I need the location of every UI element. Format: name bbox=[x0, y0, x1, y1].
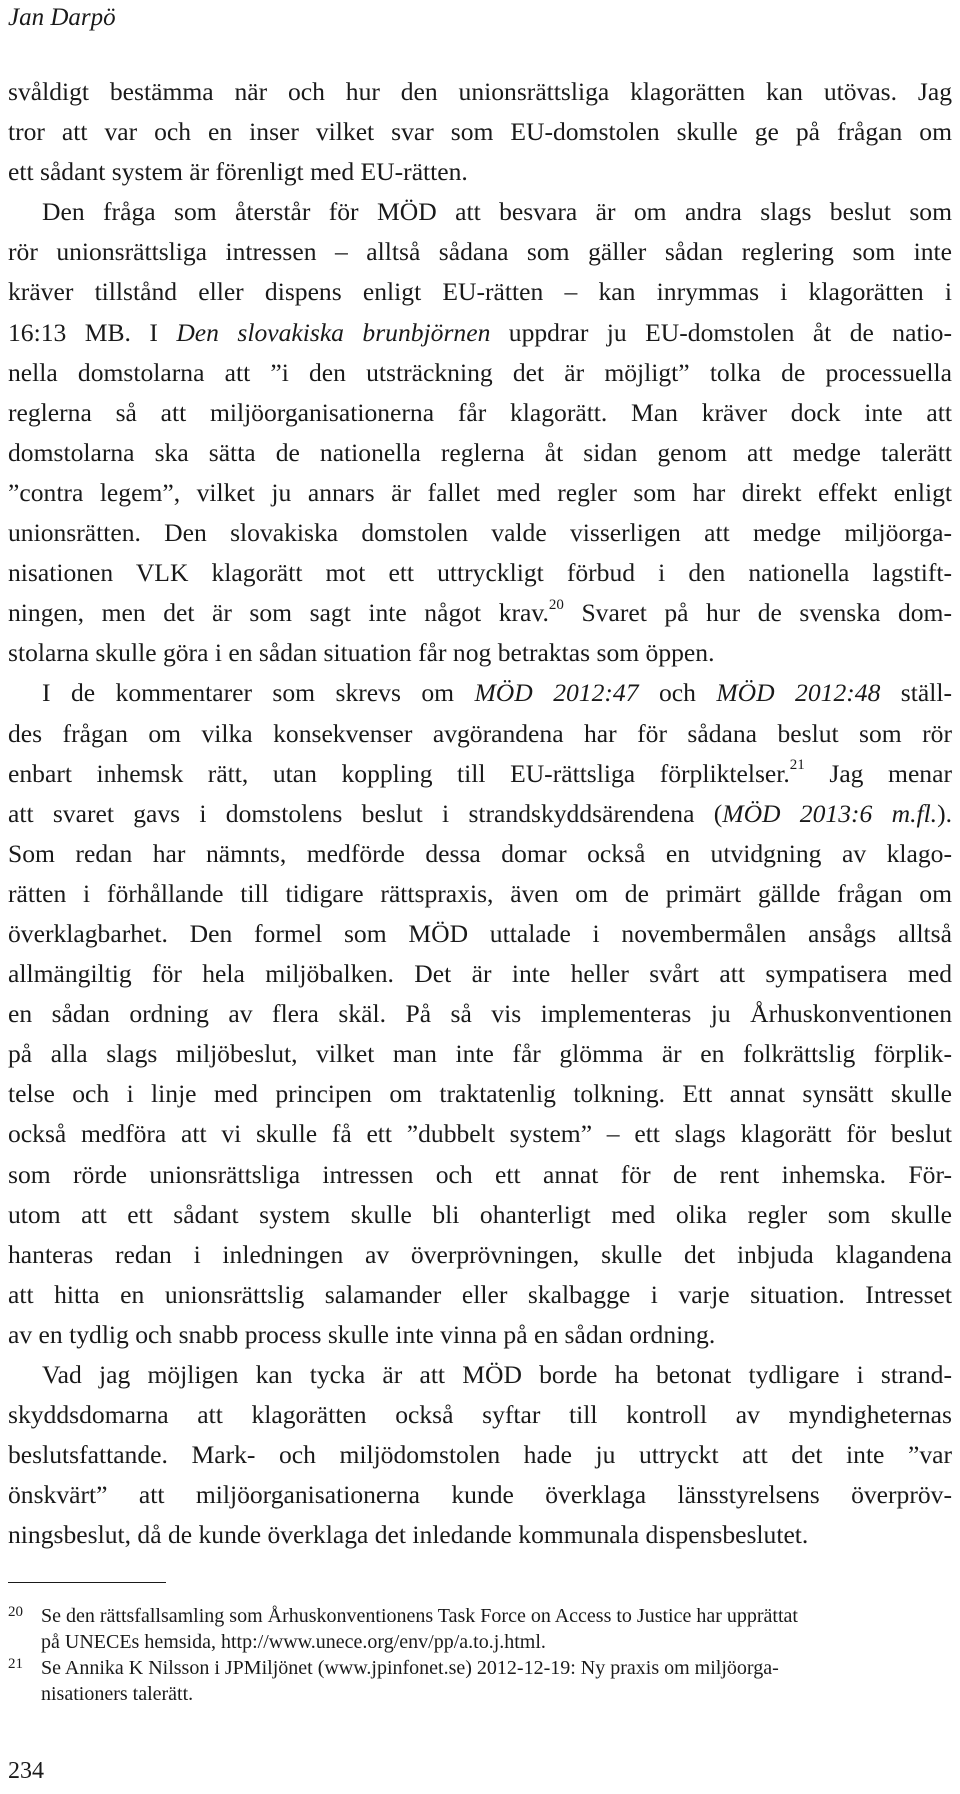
paragraph bbox=[8, 1355, 952, 1555]
text-line: Den fråga som återstår för MÖD att besvara är om andra slags beslut som bbox=[42, 197, 952, 227]
footnote bbox=[8, 1655, 952, 1707]
text-line: beslutsfattande. Mark- och miljödomstolen hade ju uttryckt att det inte ”var bbox=[8, 1440, 952, 1470]
text-line: domstolarna ska sätta de nationella reglerna åt sidan genom att medge talerätt bbox=[8, 437, 952, 467]
body-text bbox=[8, 72, 952, 1555]
text-line: nisationen VLK klagorätt mot ett uttryckligt förbud i den nationella lagstift- bbox=[8, 558, 952, 588]
text-line: rätten i förhållande till tidigare rättspraxis, även om de primärt gällde frågan om bbox=[8, 878, 952, 908]
text-line: allmängiltig för hela miljöbalken. Det är inte heller svårt att sympatisera med bbox=[8, 959, 952, 989]
footnote-line: nisationers talerätt. bbox=[41, 1683, 194, 1705]
text-line: enbart inhemsk rätt, utan koppling till EU-rättsliga förpliktelser.$^{21}$ Jag menar bbox=[8, 757, 952, 788]
footnote-line: på UNECEs hemsida, http://www.unece.org/env/pp/a.to.j.html. bbox=[41, 1631, 546, 1653]
footnote-line: Se den rättsfallsamling som Århuskonventionens Task Force on Access to Justice har upprättat bbox=[41, 1605, 798, 1627]
page-number: 234 bbox=[8, 1758, 44, 1784]
text-line: stolarna skulle göra i en sådan situation får nog betraktas som öppen. bbox=[8, 638, 715, 668]
footnote-reference: 20 bbox=[548, 596, 564, 613]
text-line: att svaret gavs i domstolens beslut i strandskyddsärendena (MÖD 2013:6 m.fl.). bbox=[8, 798, 952, 828]
text-line: 16:13 MB. I Den slovakiska brunbjörnen uppdrar ju EU-domstolen åt de natio- bbox=[8, 317, 952, 347]
footnote-reference: 21 bbox=[789, 757, 805, 774]
text-line: svåldigt bestämma när och hur den unionsrättsliga klagorätten kan utövas. Jag bbox=[8, 77, 952, 106]
text-line: nella domstolarna att ”i den utsträckning det är möjligt” tolka de processuella bbox=[8, 357, 952, 387]
text-line: ”contra legem”, vilket ju annars är fallet med regler som har direkt effekt enligt bbox=[8, 477, 952, 507]
text-line: ningsbeslut, då de kunde överklaga det inledande kommunala dispensbeslutet. bbox=[8, 1520, 809, 1550]
text-line: I de kommentarer som skrevs om MÖD 2012:47 och MÖD 2012:48 ställ- bbox=[42, 678, 952, 708]
text-line: Som redan har nämnts, medförde dessa domar också en utvidgning av klago- bbox=[8, 838, 952, 868]
paragraph bbox=[8, 72, 952, 192]
italic-text: MÖD 2013:6 m.fl. bbox=[722, 798, 938, 828]
text-line: tror att var och en inser vilket svar som EU-domstolen skulle ge på frågan om bbox=[8, 117, 952, 147]
italic-text: Den slovakiska brunbjörnen bbox=[176, 317, 491, 347]
italic-text: MÖD 2012:47 bbox=[474, 678, 639, 708]
footnote-number: 20 bbox=[8, 1604, 23, 1620]
text-line: på alla slags miljöbeslut, vilket man inte får glömma är en folkrättslig förplik- bbox=[8, 1039, 952, 1069]
footnote-rule bbox=[8, 1582, 166, 1583]
paragraph bbox=[8, 673, 952, 1355]
text-line: des frågan om vilka konsekvenser avgörandena har för sådana beslut som rör bbox=[8, 718, 952, 748]
text-line: unionsrätten. Den slovakiska domstolen valde visserligen att medge miljöorga- bbox=[8, 518, 952, 548]
running-head: Jan Darpö bbox=[8, 4, 116, 31]
text-line: också medföra att vi skulle få ett ”dubbelt system” – ett slags klagorätt för beslut bbox=[8, 1119, 952, 1149]
footnote-line: Se Annika K Nilsson i JPMiljönet (www.jpinfonet.se) 2012-12-19: Ny praxis om miljöorga- bbox=[41, 1657, 779, 1679]
text-line: av en tydlig och snabb process skulle inte vinna på en sådan ordning. bbox=[8, 1319, 716, 1349]
text-line: reglerna så att miljöorganisationerna får klagorätt. Man kräver dock inte att bbox=[8, 397, 952, 427]
text-line: att hitta en unionsrättslig salamander eller skalbagge i varje situation. Intresset bbox=[8, 1279, 952, 1309]
text-line: Vad jag möjligen kan tycka är att MÖD borde ha betonat tydligare i strand- bbox=[42, 1360, 952, 1389]
text-line: telse och i linje med principen om traktatenlig tolkning. Ett annat synsätt skulle bbox=[8, 1079, 952, 1109]
text-line: skyddsdomarna att klagorätten också syftar till kontroll av myndigheternas bbox=[8, 1400, 952, 1430]
italic-text: MÖD 2012:48 bbox=[716, 678, 881, 708]
text-line: önskvärt” att miljöorganisationerna kunde överklaga länsstyrelsens överpröv- bbox=[8, 1480, 952, 1510]
paragraph bbox=[8, 192, 952, 673]
text-line: ett sådant system är förenligt med EU-rätten. bbox=[8, 157, 468, 187]
text-line: ningen, men det är som sagt inte något krav.$^{20}$ Svaret på hur de svenska dom- bbox=[8, 596, 952, 628]
footnote-number: 21 bbox=[8, 1656, 23, 1672]
text-line: kräver tillstånd eller dispens enligt EU-rätten – kan inrymmas i klagorätten i bbox=[8, 277, 952, 307]
text-line: hanteras redan i inledningen av överprövningen, skulle det inbjuda klagandena bbox=[8, 1239, 952, 1269]
text-line: en sådan ordning av flera skäl. På så vis implementeras ju Århuskonventionen bbox=[8, 999, 952, 1029]
text-line: utom att ett sådant system skulle bli ohanterligt med olika regler som skulle bbox=[8, 1199, 952, 1229]
text-line: som rörde unionsrättsliga intressen och ett annat för de rent inhemska. För- bbox=[8, 1159, 952, 1189]
text-line: rör unionsrättsliga intressen – alltså sådana som gäller sådan reglering som inte bbox=[8, 237, 952, 267]
text-line: överklagbarhet. Den formel som MÖD uttalade i novembermålen ansågs alltså bbox=[8, 918, 952, 948]
footnotes bbox=[8, 1603, 952, 1707]
footnote bbox=[8, 1603, 952, 1655]
